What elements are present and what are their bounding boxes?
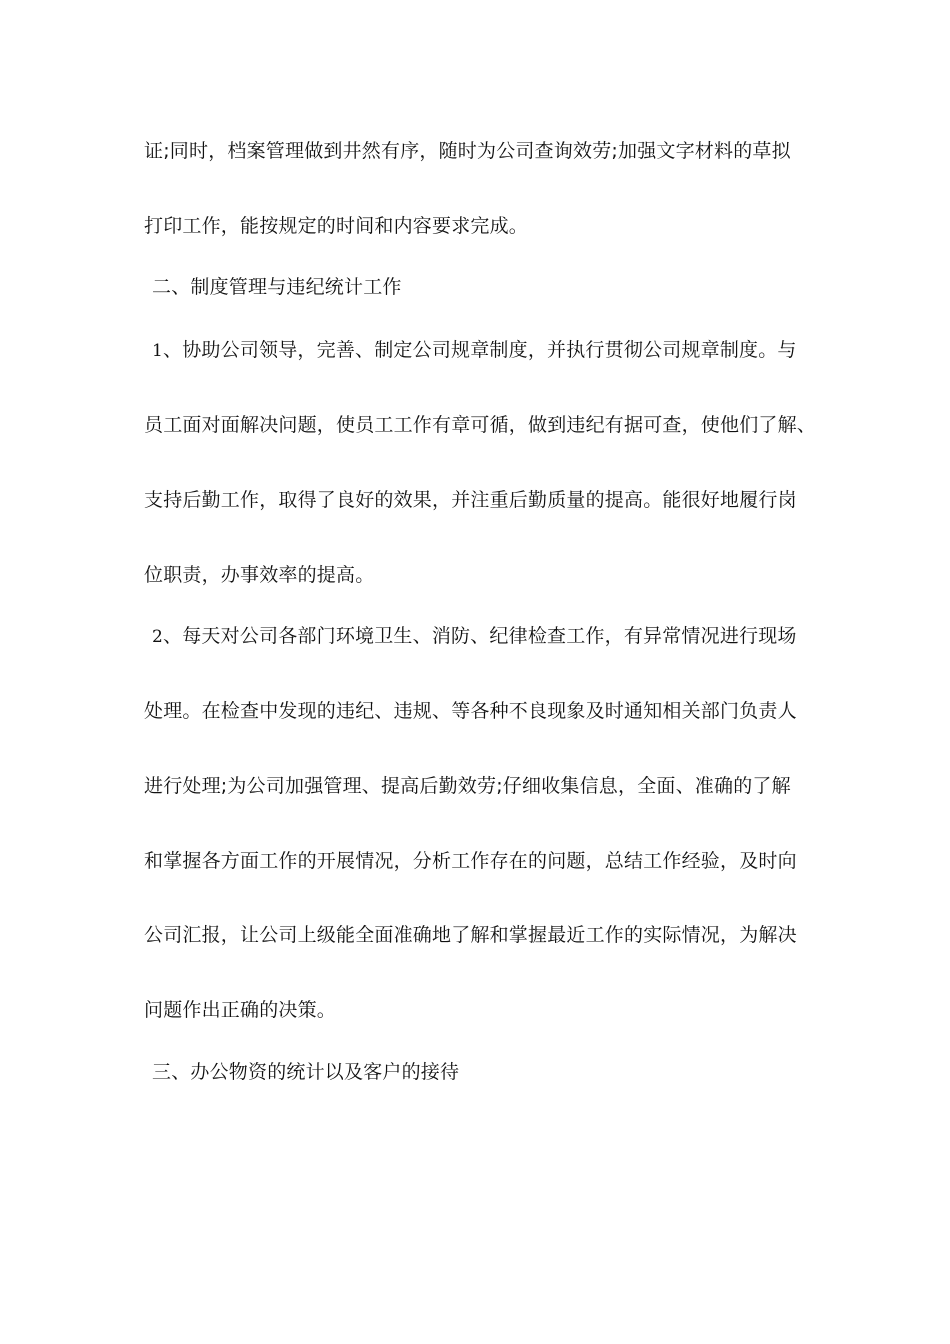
section-heading: 三、办公物资的统计以及客户的接待 <box>152 1061 460 1083</box>
paragraph-line: 进行处理;为公司加强管理、提高后勤效劳;仔细收集信息，全面、准确的了解 <box>144 775 791 797</box>
item-text: 、每天对公司各部门环境卫生、消防、纪律检查工作，有异常情况进行现场 <box>163 625 797 647</box>
paragraph-line: 支持后勤工作，取得了良好的效果，并注重后勤质量的提高。能很好地履行岗 <box>144 489 797 511</box>
paragraph-line: 处理。在检查中发现的违纪、违规、等各种不良现象及时通知相关部门负责人 <box>144 700 797 722</box>
paragraph-line: 员工面对面解决问题，使员工工作有章可循，做到违纪有据可查，使他们了解、 <box>144 414 817 436</box>
item-number: 2 <box>152 627 164 647</box>
list-item-first-line <box>152 623 797 650</box>
paragraph-line: 位职责，办事效率的提高。 <box>144 564 375 586</box>
paragraph-line: 公司汇报，让公司上级能全面准确地了解和掌握最近工作的实际情况，为解决 <box>144 924 797 946</box>
item-text: 、协助公司领导，完善、制定公司规章制度，并执行贯彻公司规章制度。与 <box>163 339 797 361</box>
list-item-first-line <box>152 337 797 364</box>
paragraph-line: 问题作出正确的决策。 <box>144 999 337 1021</box>
item-number: 1 <box>152 341 164 361</box>
paragraph-line: 打印工作，能按规定的时间和内容要求完成。 <box>144 215 529 237</box>
paragraph-line: 证;同时，档案管理做到井然有序，随时为公司查询效劳;加强文字材料的草拟 <box>144 140 791 162</box>
paragraph-line: 和掌握各方面工作的开展情况，分析工作存在的问题，总结工作经验，及时向 <box>144 850 797 872</box>
section-heading: 二、制度管理与违纪统计工作 <box>152 276 402 298</box>
